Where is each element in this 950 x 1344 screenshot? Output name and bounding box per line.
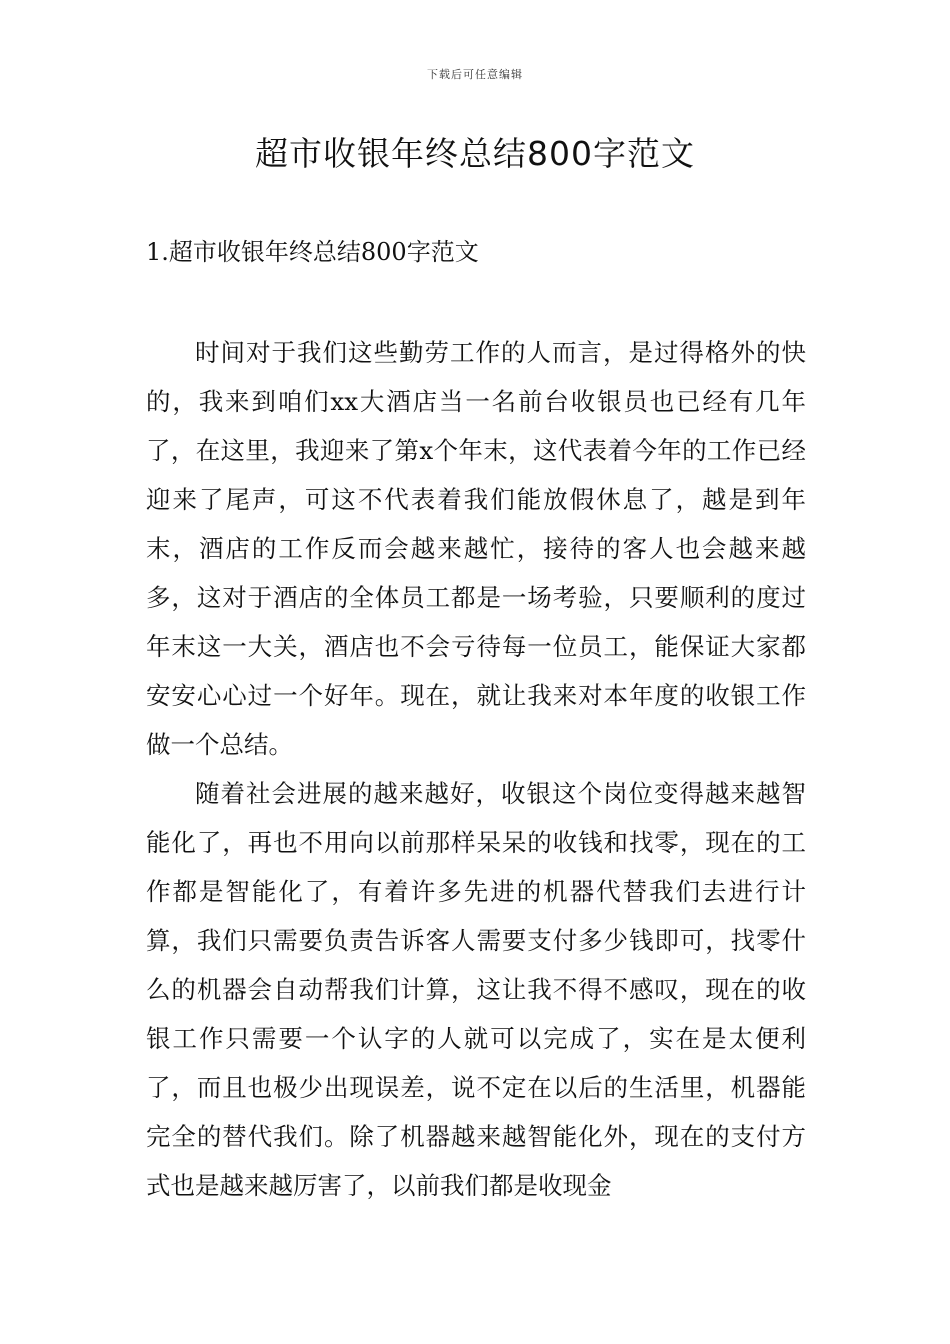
document-body (146, 328, 806, 1210)
document-title: 超市收银年终总结800字范文 (255, 134, 695, 173)
paragraph: 随着社会进展的越来越好，收银这个岗位变得越来越智能化了，再也不用向以前那样呆呆的收钱和找零，现在的工作都是智能化了，有着许多先进的机器代替我们去进行计算，我们只需要负责告诉客人需要支付多少钱即可，找零什么的机器会自动帮我们计算，这让我不得不感叹，现在的收银工作只需要一个认字的人就可以完成了，实在是太便利了，而且也极少出现误差，说不定在以后的生活里，机器能完全的替代我们。除了机器越来越智能化外，现在的支付方式也是越来越厉害了，以前我们都是收现金 (146, 779, 806, 1200)
paragraph: 时间对于我们这些勤劳工作的人而言，是过得格外的快的，我来到咱们xx大酒店当一名前台收银员也已经有几年了，在这里，我迎来了第x个年末，这代表着今年的工作已经迎来了尾声，可这不代表着我们能放假休息了，越是到年末，酒店的工作反而会越来越忙，接待的客人也会越来越多，这对于酒店的全体员工都是一场考验，只要顺利的度过年末这一大关，酒店也不会亏待每一位员工，能保证大家都安安心心过一个好年。现在，就让我来对本年度的收银工作做一个总结。 (146, 338, 806, 759)
section-heading: 1.超市收银年终总结800字范文 (146, 238, 479, 266)
header-note: 下载后可任意编辑 (427, 68, 523, 81)
